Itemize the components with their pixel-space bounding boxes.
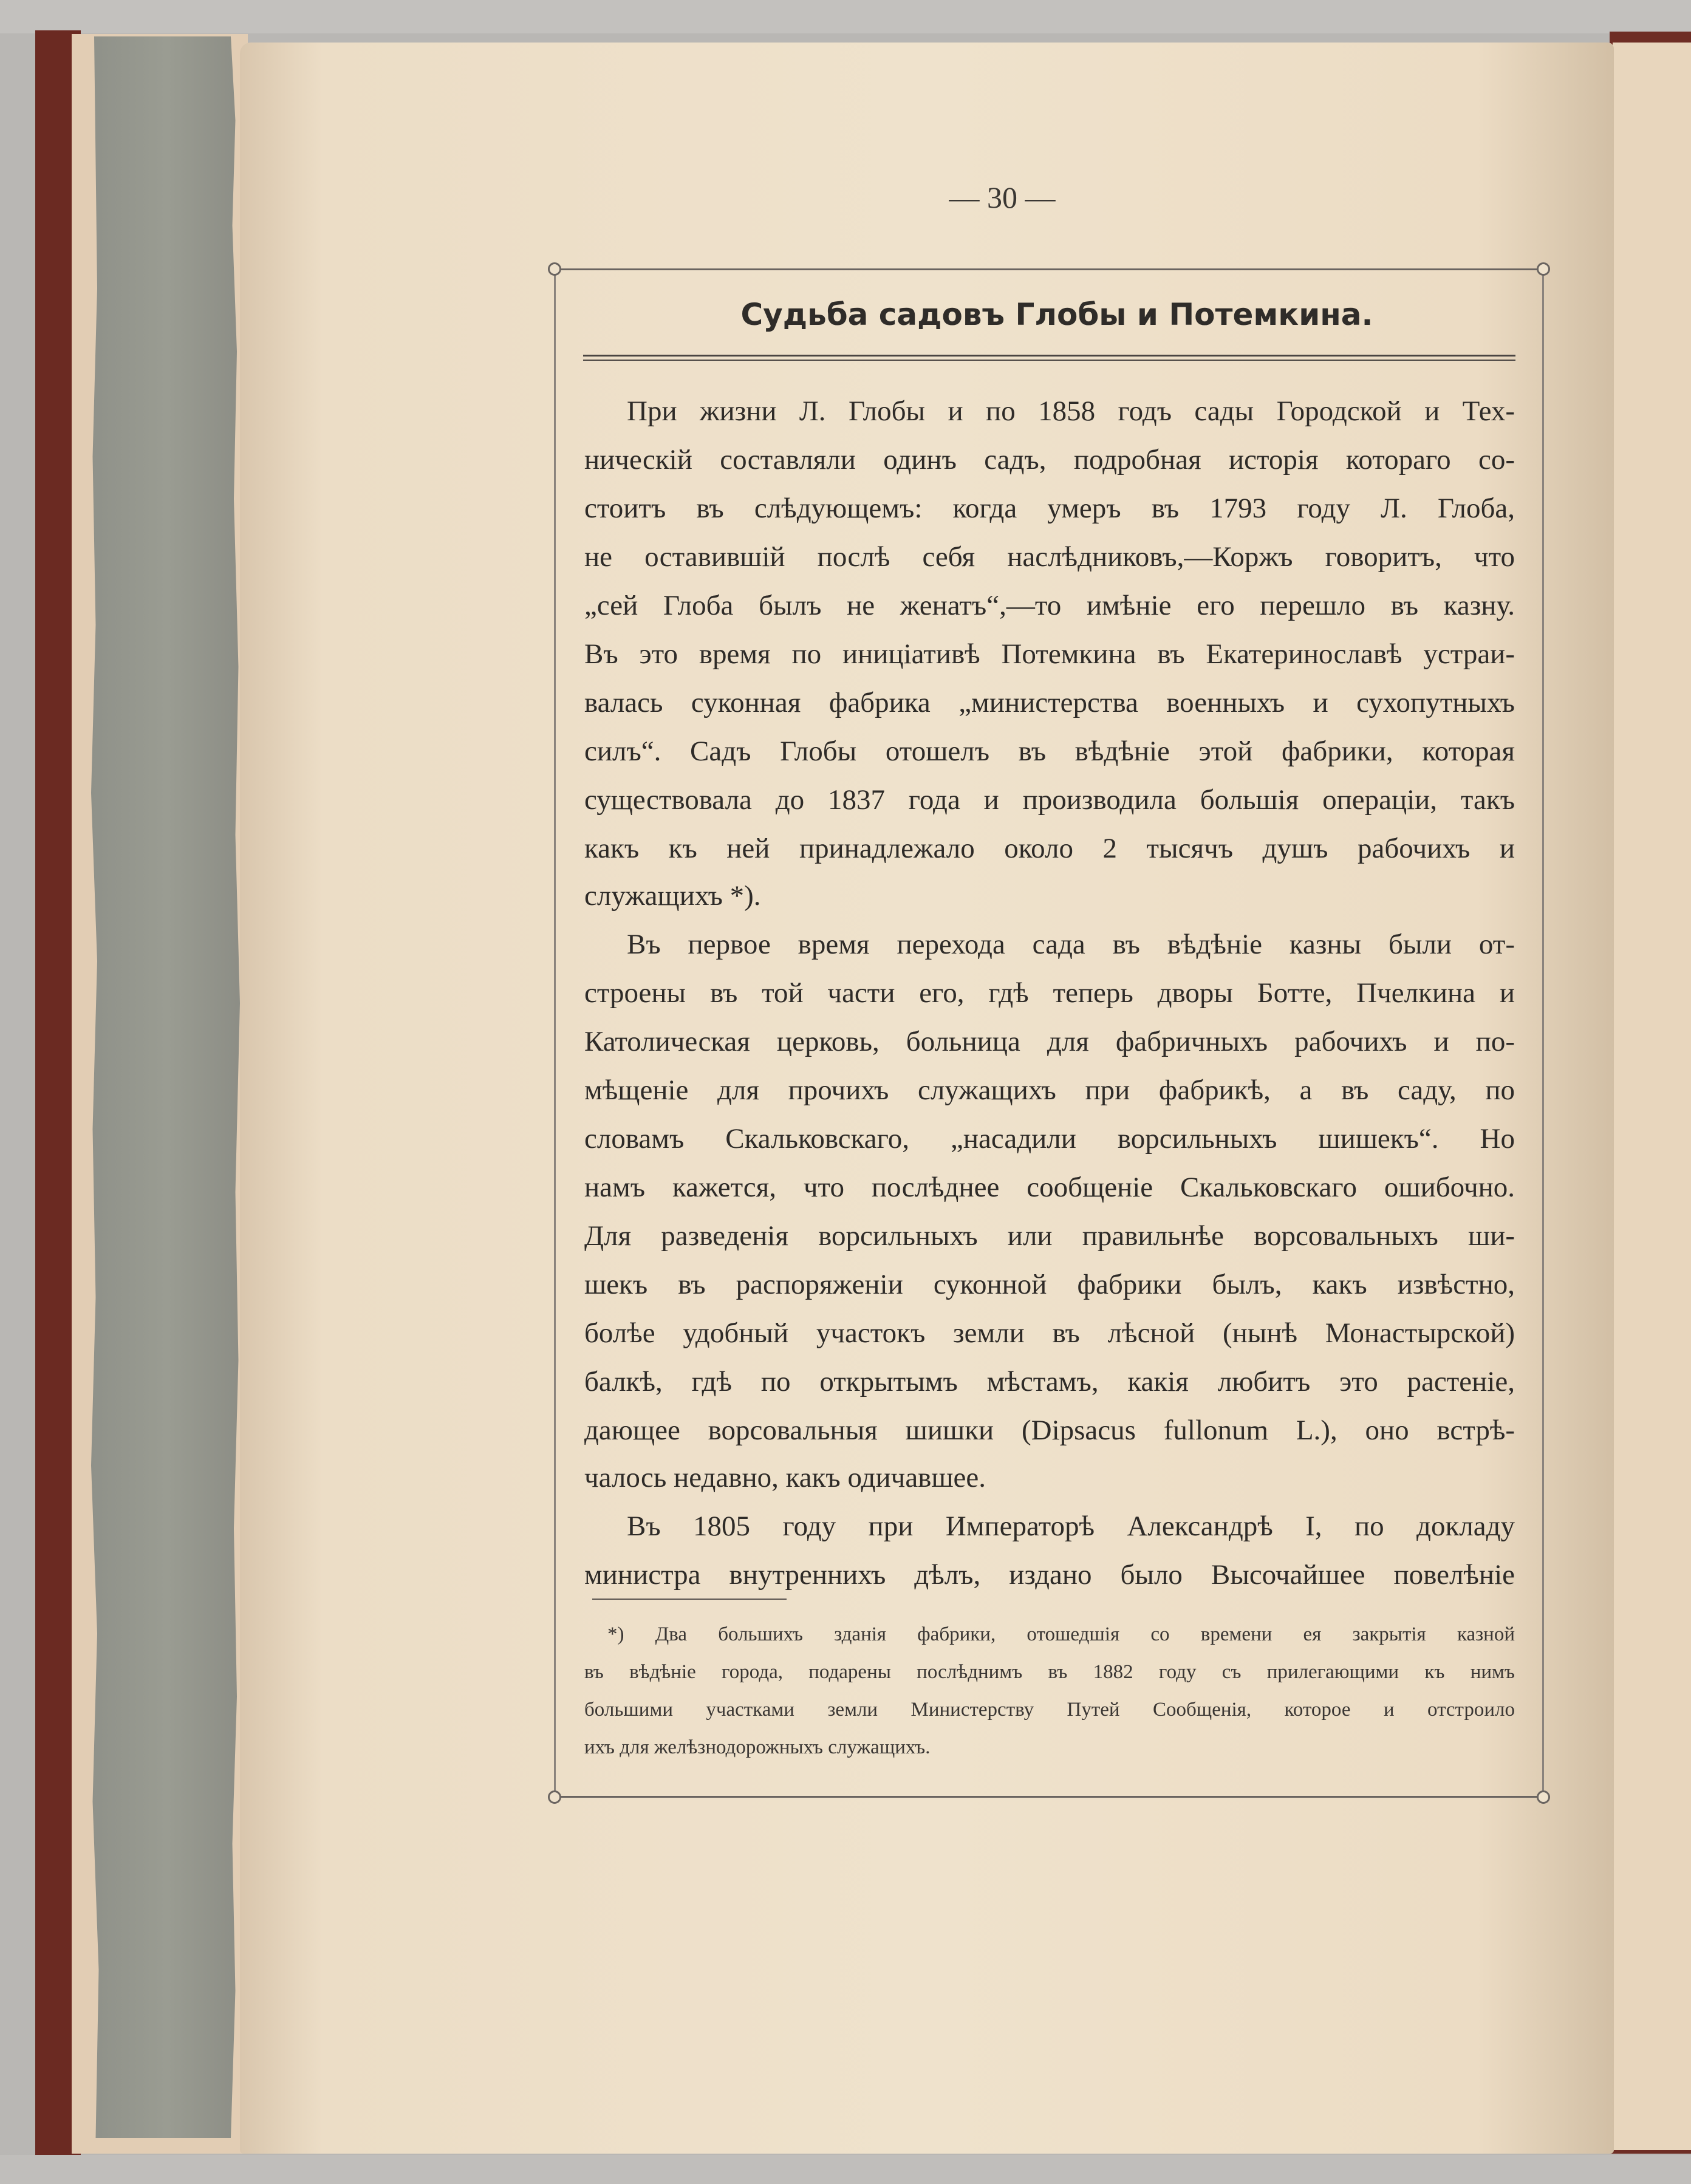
body-line: строены въ той части его, гдѣ теперь дворы Ботте, Пчелкина и — [584, 977, 1515, 1009]
body-line: какъ къ ней принадлежало около 2 тысячъ душъ рабочихъ и — [584, 833, 1515, 864]
body-line: не оставившій послѣ себя наслѣдниковъ,—Коржъ говоритъ, что — [584, 541, 1515, 573]
next-page-edge — [1613, 43, 1691, 2150]
body-line: балкѣ, гдѣ по открытымъ мѣстамъ, какія любитъ это растеніе, — [584, 1366, 1515, 1397]
body-line: Для разведенія ворсильныхъ или правильнѣе ворсовальныхъ ши- — [584, 1220, 1515, 1252]
body-line: чалось недавно, какъ одичавшее. — [584, 1462, 986, 1493]
footnote-rule — [592, 1599, 787, 1600]
heading-double-rule — [583, 355, 1515, 361]
body-line: словамъ Скальковскаго, „насадили ворсильныхъ шишекъ“. Но — [584, 1123, 1515, 1155]
frame-corner-ornament-top-right — [1537, 262, 1550, 276]
frame-corner-ornament-bottom-left — [548, 1790, 561, 1804]
scan-background-bottom — [0, 2155, 1691, 2184]
body-line: силъ“. Садъ Глобы отошелъ въ вѣдѣніе этой фабрики, которая — [584, 735, 1515, 767]
body-line: мѣщеніе для прочихъ служащихъ при фабрикѣ, а въ саду, по — [584, 1074, 1515, 1106]
body-line: стоитъ въ слѣдующемъ: когда умеръ въ 1793 году Л. Глоба, — [584, 493, 1515, 524]
body-line: намъ кажется, что послѣднее сообщеніе Скальковскаго ошибочно. — [584, 1172, 1515, 1203]
chapter-heading: Судьба садовъ Глобы и Потемкина. — [740, 297, 1373, 332]
footnote-line: *) Два большихъ зданія фабрики, отошедшія со времени ея закрытія казной — [607, 1623, 1515, 1645]
body-line: Въ первое время перехода сада въ вѣдѣніе казны были от- — [627, 929, 1515, 960]
footnote-line: большими участками земли Министерству Путей Сообщенія, которое и отстроило — [584, 1699, 1515, 1721]
body-line: существовала до 1837 года и производила большія операціи, такъ — [584, 784, 1515, 816]
body-line: дающее ворсовальныя шишки (Dipsacus fullonum L.), оно встрѣ- — [584, 1414, 1515, 1446]
body-line: ническій составляли одинъ садъ, подробная исторія котораго со- — [584, 444, 1515, 476]
body-line: Католическая церковь, больница для фабричныхъ рабочихъ и по- — [584, 1026, 1515, 1057]
body-line: „сей Глоба былъ не женатъ“,—то имѣніе его перешло въ казну. — [584, 590, 1515, 621]
scan-background-top — [0, 0, 1691, 33]
body-line: служащихъ *). — [584, 880, 761, 912]
footnote-line: ихъ для желѣзнодорожныхъ служащихъ. — [584, 1736, 931, 1758]
torn-spine-strip — [91, 36, 243, 2138]
frame-corner-ornament-bottom-right — [1537, 1790, 1550, 1804]
body-line: министра внутреннихъ дѣлъ, издано было Высочайшее повелѣніе — [584, 1559, 1515, 1591]
frame-corner-ornament-top-left — [548, 262, 561, 276]
body-line: шекъ въ распоряженіи суконной фабрики былъ, какъ извѣстно, — [584, 1269, 1515, 1300]
body-line: валась суконная фабрика „министерства военныхъ и сухопутныхъ — [584, 687, 1515, 718]
body-line: Въ это время по иниціативѣ Потемкина въ Екатеринославѣ устраи- — [584, 638, 1515, 670]
footnote-line: въ вѣдѣніе города, подарены послѣднимъ въ 1882 году съ прилегающими къ нимъ — [584, 1661, 1515, 1683]
body-line: Въ 1805 году при Императорѣ Александрѣ I, по докладу — [627, 1510, 1515, 1542]
body-line: При жизни Л. Глобы и по 1858 годъ сады Городской и Тех- — [627, 395, 1515, 427]
body-line: болѣе удобный участокъ земли въ лѣсной (нынѣ Монастырской) — [584, 1317, 1515, 1349]
page-number: — 30 — — [949, 180, 1056, 214]
